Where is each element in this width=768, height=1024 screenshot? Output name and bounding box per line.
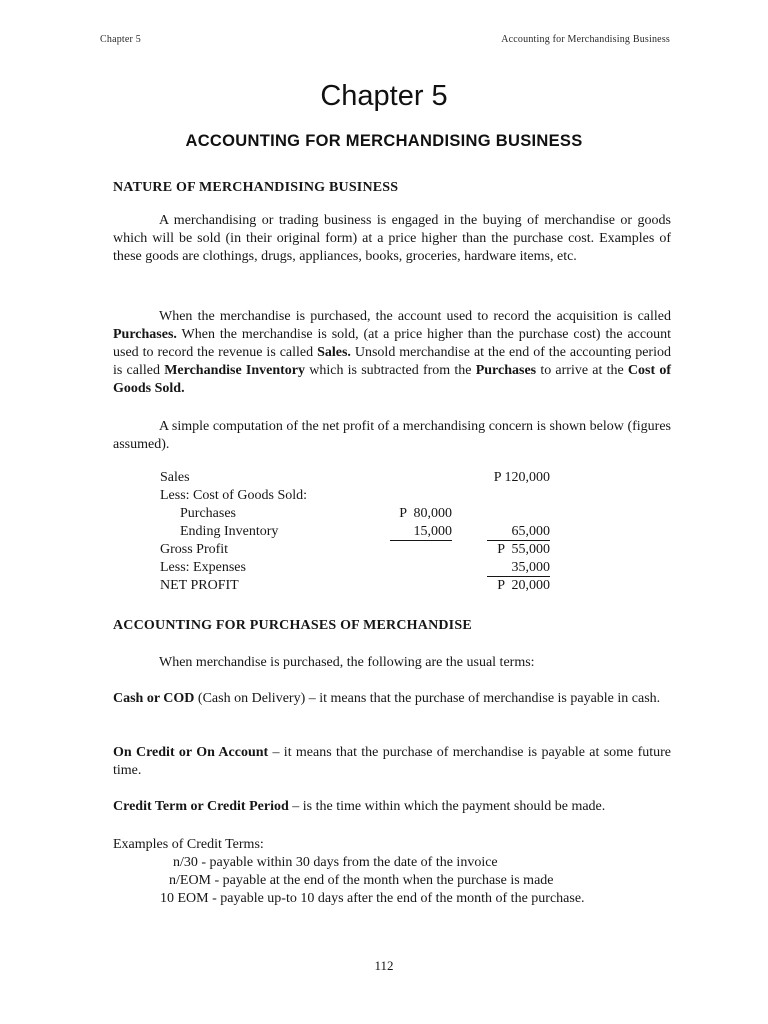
term-merchandise-inventory: Merchandise Inventory (164, 363, 306, 378)
page-number: 112 (374, 958, 394, 973)
paragraph-computation-intro: A simple computation of the net profit of a merchandising concern is shown below (figures assumed). (113, 419, 671, 452)
header-chapter-topic: Accounting for Merchandising Business (501, 34, 670, 45)
term-on-credit: On Credit or On Account (113, 745, 269, 760)
expenses-label: Less: Expenses (160, 560, 246, 575)
computation-row-sales (160, 470, 560, 488)
paragraph-credit-term (113, 798, 671, 816)
text-run: – is the time within which the payment should be made. (288, 799, 606, 814)
computation-row-gross-profit (160, 542, 560, 560)
section-heading-purchases: ACCOUNTING FOR PURCHASES OF MERCHANDISE (113, 618, 472, 633)
term-cost-of-goods-sold: Cost of Goods Sold. (113, 363, 672, 396)
paragraph-cash-cod (113, 690, 671, 708)
chapter-number: Chapter 5 (320, 80, 448, 112)
computation-row-expenses (160, 560, 560, 578)
example-term-neom: n/EOM - payable at the end of the month when the purchase is made (169, 873, 554, 888)
expenses-value: 35,000 (487, 560, 550, 577)
net-profit-computation (160, 470, 560, 596)
example-term-10eom: 10 EOM - payable up-to 10 days after the end of the month of the purchase. (160, 891, 585, 906)
paragraph-on-credit (113, 744, 671, 780)
running-header (100, 34, 670, 45)
term-purchases: Purchases. (113, 327, 177, 342)
computation-row-cogs (160, 488, 560, 506)
text-run: When the merchandise is purchased, the account used to record the acquisition is called (159, 309, 671, 324)
cogs-value: 65,000 (487, 524, 550, 541)
examples-label: Examples of Credit Terms: (113, 837, 264, 852)
ending-inventory-label: Ending Inventory (180, 524, 279, 539)
computation-row-net-profit (160, 578, 560, 596)
sales-value: P 120,000 (493, 470, 550, 485)
cogs-label: Less: Cost of Goods Sold: (160, 488, 308, 503)
section-heading-nature: NATURE OF MERCHANDISING BUSINESS (113, 180, 399, 195)
computation-row-purchases (160, 506, 560, 524)
term-sales: Sales. (317, 345, 351, 360)
gross-profit-value: P 55,000 (497, 542, 550, 557)
chapter-title: ACCOUNTING FOR MERCHANDISING BUSINESS (185, 132, 583, 150)
header-chapter-label: Chapter 5 (100, 34, 141, 45)
text-run: which is subtracted from the (305, 363, 476, 378)
gross-profit-label: Gross Profit (160, 542, 229, 557)
net-profit-value: P 20,000 (497, 578, 550, 593)
term-credit-period: Credit Term or Credit Period (113, 799, 289, 814)
example-term-n30: n/30 - payable within 30 days from the date of the invoice (173, 855, 498, 870)
text-run: to arrive at the (536, 363, 628, 378)
sales-label: Sales (160, 470, 190, 485)
net-profit-label: NET PROFIT (160, 578, 239, 593)
purchases-label: Purchases (180, 506, 236, 521)
text-run: – it means that the purchase of merchandise is payable at some future time. (113, 745, 671, 778)
ending-inventory-value: 15,000 (390, 524, 452, 541)
paragraph-accounts (113, 308, 671, 398)
paragraph-usual-terms: When merchandise is purchased, the following are the usual terms: (159, 655, 535, 670)
term-purchases-ref: Purchases (475, 363, 537, 378)
computation-row-ending-inventory (160, 524, 560, 542)
purchases-value: P 80,000 (399, 506, 452, 521)
paragraph-definition: A merchandising or trading business is engaged in the buying of merchandise or goods which will be sold (in their original form) at a price higher than the purchase cost. Examples of these goods are clothings, drugs, appliances, books, groceries, hardware items, etc. (113, 213, 671, 264)
term-cash-cod: Cash or COD (113, 691, 195, 706)
text-run: When the merchandise is sold, (at a price higher than the purchase cost) the account used to record the revenue is called (113, 327, 671, 360)
text-run: (Cash on Delivery) – it means that the purchase of merchandise is payable in cash. (194, 691, 661, 706)
text-run: Unsold merchandise at the end of the accounting period is called (113, 345, 671, 378)
